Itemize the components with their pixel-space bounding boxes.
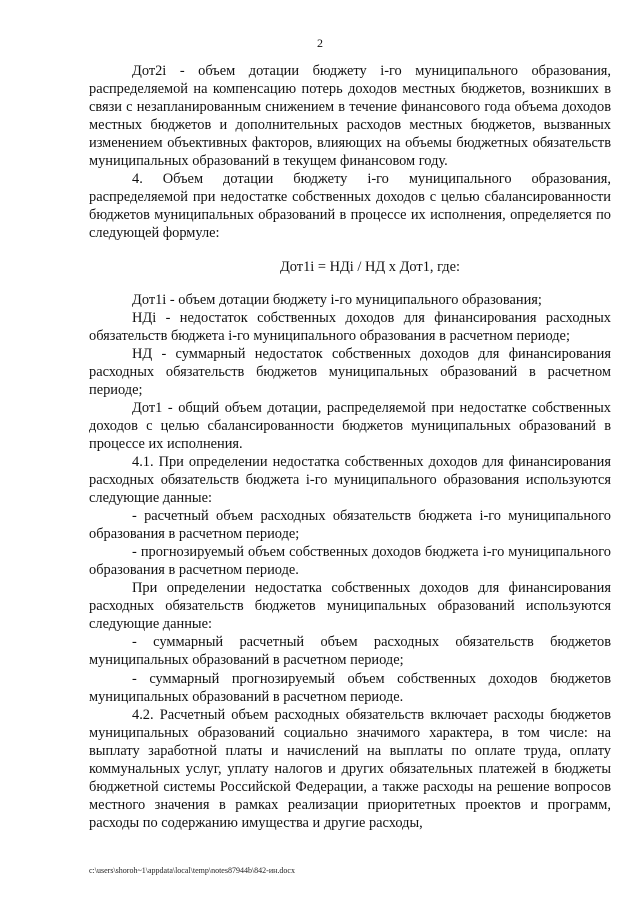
footer-file-path: c:\users\shoroh~1\appdata\local\temp\notes87944b\842-ин.docx	[89, 866, 295, 875]
paragraph-ndi-definition: НДi - недостаток собственных доходов для финансирования расходных обязательств бюджета i-го муниципального образования в расчетном периоде;	[89, 309, 611, 344]
paragraph-nd-definition: НД - суммарный недостаток собственных доходов для финансирования расходных обязательств бюджетов муниципальных образований в расчетном периоде;	[89, 345, 611, 398]
paragraph-section-4-2: 4.2. Расчетный объем расходных обязательств включает расходы бюджетов муниципальных образований социально значимого характера, в том числе: на выплату заработной платы и начислений на выплаты по оплате труда, оплату коммунальных услуг, уплату налогов и других обязательных платежей в бюджеты бюджетной системы Российской Федерации, а также расходы на решение вопросов местного значения в рамках реализации приоритетных проектов и программ, расходы по содержанию имущества и другие расходы,	[89, 706, 611, 831]
paragraph-dot2-definition: Дот2i - объем дотации бюджету i-го муниципального образования, распределяемой на компенсацию потерь доходов местных бюджетов, возникших в связи с незапланированным снижением в течение финансового года объема доходов местных бюджетов и дополнительных расходов местных бюджетов, вызванных изменением объективных факторов, влияющих на объемы бюджетных обязательств муниципальных образований в текущем финансовом году.	[89, 63, 611, 170]
paragraph-dot1i-definition: Дот1i - объем дотации бюджету i-го муниципального образования;	[132, 291, 542, 308]
paragraph-section-4-1: 4.1. При определении недостатка собственных доходов для финансирования расходных обязательств бюджета i-го муниципального образования используются следующие данные:	[89, 453, 611, 507]
list-item-income-forecast: - прогнозируемый объем собственных доходов бюджета i-го муниципального образования в расчетном периоде.	[89, 544, 611, 579]
list-item-total-expense-volume: - суммарный расчетный объем расходных обязательств бюджетов муниципальных образований в расчетном периоде;	[89, 634, 611, 669]
page-number: 2	[317, 36, 323, 50]
paragraph-total-shortage-data: При определении недостатка собственных доходов для финансирования расходных обязательств бюджетов муниципальных образований используются следующие данные:	[89, 580, 611, 633]
formula-dot1i: Дот1i = НДi / НД x Дот1, где:	[279, 259, 460, 276]
list-item-total-income-forecast: - суммарный прогнозируемый объем собственных доходов бюджетов муниципальных образований в расчетном периоде.	[89, 670, 611, 705]
list-item-expense-volume: - расчетный объем расходных обязательств бюджета i-го муниципального образования в расчетном периоде;	[89, 508, 611, 543]
paragraph-dot1-definition: Дот1 - общий объем дотации, распределяемой при недостатке собственных доходов с целью сбалансированности бюджетов муниципальных образований в процессе их исполнения.	[89, 399, 611, 452]
paragraph-section-4: 4. Объем дотации бюджету i-го муниципального образования, распределяемой при недостатке собственных доходов с целью сбалансированности бюджетов муниципальных образований в процессе их исполнения, определяется по следующей формуле:	[89, 171, 611, 242]
document-body	[89, 62, 611, 832]
